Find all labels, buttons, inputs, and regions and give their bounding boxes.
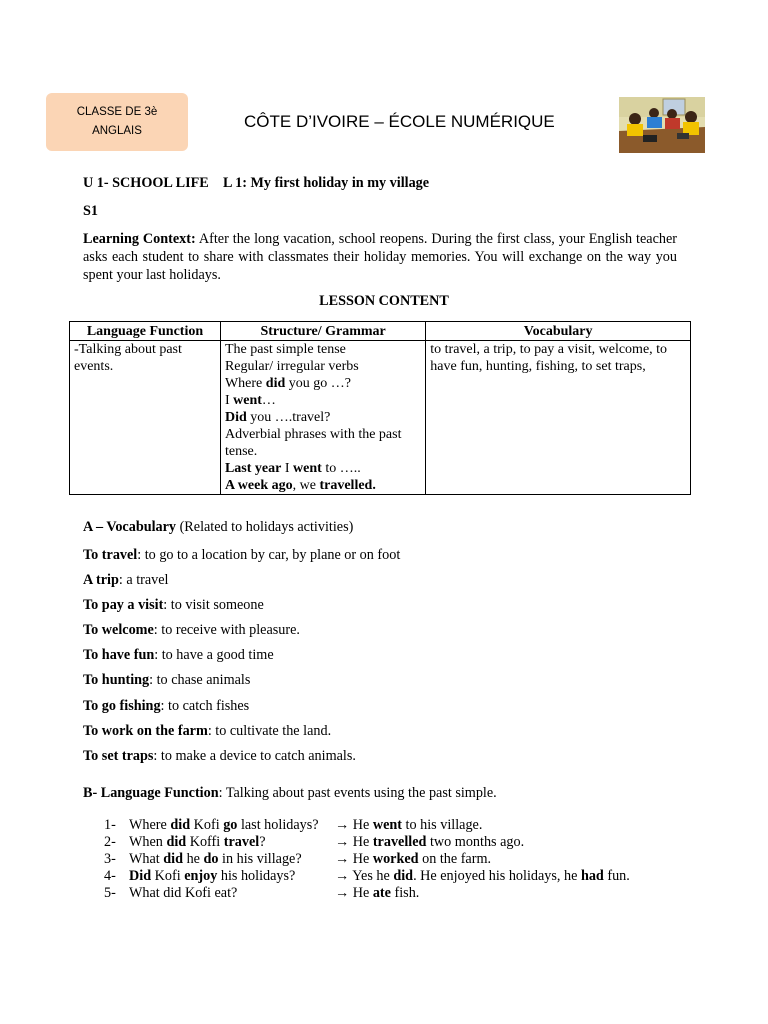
header-vocabulary: Vocabulary: [426, 322, 691, 341]
context-label: Learning Context:: [83, 231, 196, 247]
page-title: CÔTE D’IVOIRE – ÉCOLE NUMÉRIQUE: [244, 112, 555, 131]
lesson-heading: [83, 174, 429, 192]
section-a-heading: [83, 518, 353, 536]
section-b-heading: [83, 784, 497, 802]
unit-title: U 1- SCHOOL LIFE: [83, 175, 209, 191]
header-structure-grammar: Structure/ Grammar: [220, 322, 425, 341]
table-row: [70, 341, 691, 495]
function-cell: -Talking about past events.: [70, 341, 221, 495]
list-item: 2- When did Koffi travel? → He travelled two months ago.: [104, 834, 525, 850]
session-label: S1: [83, 203, 98, 219]
lesson-content-heading: LESSON CONTENT: [319, 293, 449, 309]
list-item: To go fishing: to catch fishes: [83, 697, 250, 714]
grammar-line: Did you ….travel?: [224, 410, 331, 425]
grammar-line: Last year I went to …..: [224, 461, 361, 476]
grammar-line: Adverbial phrases with the past tense.: [224, 427, 402, 459]
class-level: CLASSE DE 3è: [76, 106, 158, 118]
list-item: 3- What did he do in his village? → He worked on the farm.: [104, 851, 492, 867]
vocabulary-list: [83, 546, 400, 772]
grammar-line: Regular/ irregular verbs: [224, 359, 359, 374]
lesson-title: : My first holiday in my village: [242, 175, 430, 191]
class-subject: ANGLAIS: [92, 125, 142, 137]
examples-list: [104, 817, 630, 902]
list-item: To pay a visit: to visit someone: [83, 597, 264, 614]
list-item: To welcome: to receive with pleasure.: [83, 622, 300, 639]
context-text: After the long vacation, school reopens. During the first class, your English teacher asks each student to share with classmates their holiday memories. You will exchange on the way you spent your last holidays.: [83, 231, 677, 283]
list-item: To set traps: to make a device to catch animals.: [83, 747, 356, 764]
grammar-cell: [220, 341, 425, 495]
list-item: 5- What did Kofi eat? → He ate fish.: [104, 885, 420, 901]
section-a-title: A – Vocabulary: [83, 519, 177, 535]
section-b-subtitle: : Talking about past events using the past simple.: [218, 785, 497, 801]
grammar-line: A week ago, we travelled.: [224, 478, 376, 493]
list-item: To work on the farm: to cultivate the land.: [83, 722, 332, 739]
list-item: 4- Did Kofi enjoy his holidays? → Yes he did. He enjoyed his holidays, he had fun.: [104, 868, 630, 884]
list-item: 1- Where did Kofi go last holidays? → He went to his village.: [104, 817, 483, 833]
table-header-row: [70, 322, 691, 341]
section-a-subtitle: (Related to holidays activities): [176, 519, 354, 535]
learning-context: [83, 230, 677, 284]
list-item: To travel: to go to a location by car, by plane or on foot: [83, 547, 401, 563]
section-b-title: B- Language Function: [83, 785, 219, 801]
lesson-content-table: [69, 321, 691, 495]
vocabulary-cell: to travel, a trip, to pay a visit, welcome, to have fun, hunting, fishing, to set traps,: [426, 341, 691, 495]
list-item: To have fun: to have a good time: [83, 647, 274, 664]
lesson-label: L 1: [222, 175, 243, 191]
class-label-box: [46, 93, 188, 151]
list-item: A trip: a travel: [83, 572, 169, 589]
grammar-line: I went…: [224, 393, 276, 408]
grammar-line: The past simple tense: [224, 342, 346, 357]
grammar-line: Where did you go …?: [224, 376, 351, 391]
list-item: To hunting: to chase animals: [83, 672, 251, 689]
students-at-table-illustration: [619, 97, 705, 153]
header-language-function: Language Function: [70, 322, 221, 341]
